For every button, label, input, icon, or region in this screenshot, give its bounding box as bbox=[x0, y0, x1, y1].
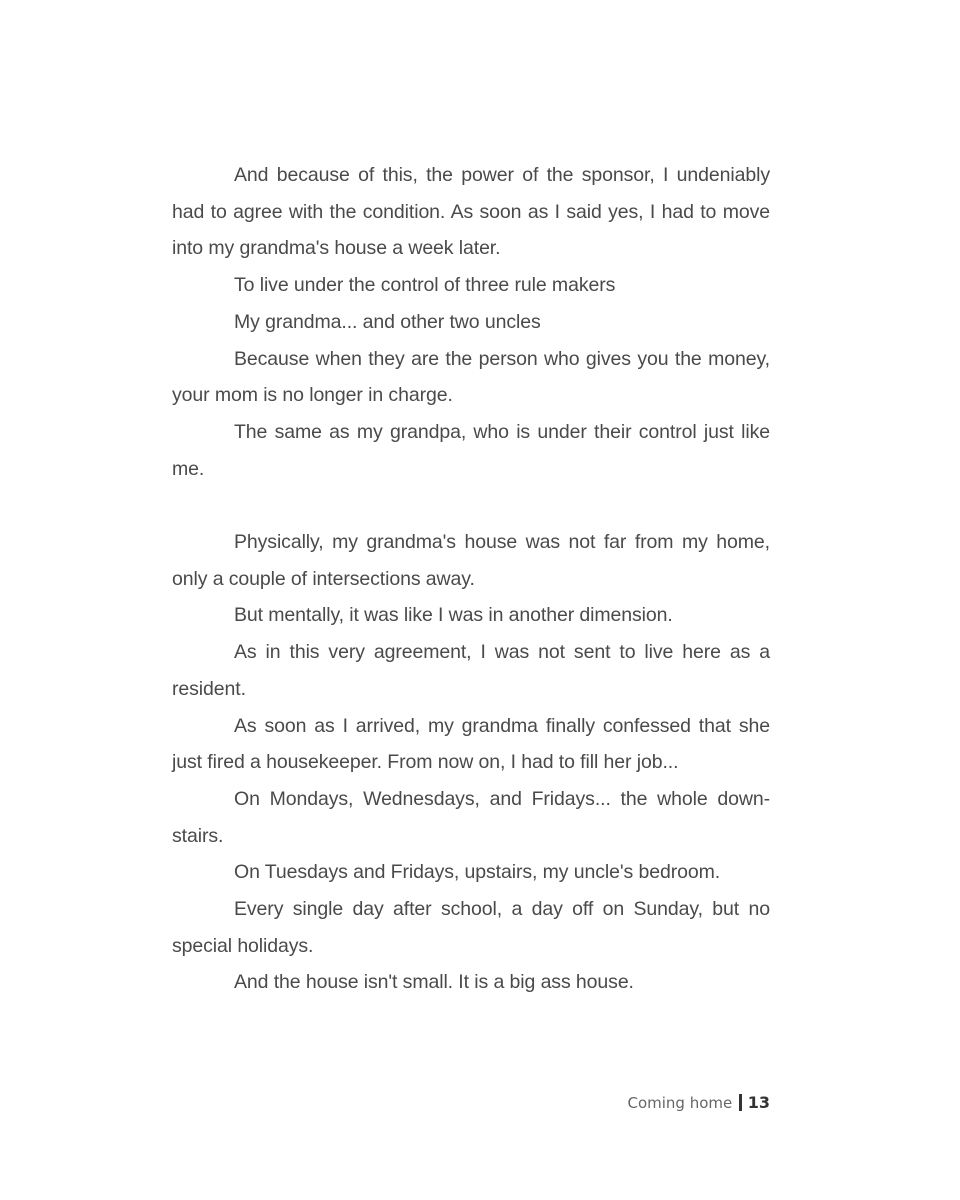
paragraph: On Tuesdays and Fridays, upstairs, my uncle's bedroom. bbox=[234, 861, 721, 884]
paragraph: Physically, my grandma's house was not far from my home, only a couple of intersections away. bbox=[172, 531, 770, 590]
paragraph: On Mondays, Wednesdays, and Fridays... the whole down-stairs. bbox=[172, 787, 770, 847]
paragraph: The same as my grandpa, who is under their control just like me. bbox=[172, 420, 770, 480]
paragraph: My grandma... and other two uncles bbox=[234, 310, 541, 333]
paragraph: As soon as I arrived, my grandma finally confessed that she just fired a housekeeper. From now on, I had to fill her job... bbox=[172, 714, 770, 774]
footer-divider bbox=[739, 1094, 742, 1111]
section-break bbox=[172, 487, 770, 524]
page-footer bbox=[560, 1093, 770, 1112]
body-text bbox=[172, 157, 770, 1001]
paragraph: Every single day after school, a day off on Sunday, but no special holidays. bbox=[172, 898, 770, 957]
paragraph: To live under the control of three rule makers bbox=[234, 274, 616, 297]
paragraph: Because when they are the person who gives you the money, your mom is no longer in charge. bbox=[172, 347, 770, 407]
paragraph: And the house isn't small. It is a big ass house. bbox=[234, 971, 634, 994]
paragraph: And because of this, the power of the sponsor, I undeniably had to agree with the condition. As soon as I said yes, I had to move into my grandma's house a week later. bbox=[172, 164, 770, 260]
running-title: Coming home bbox=[627, 1094, 733, 1112]
paragraph: As in this very agreement, I was not sent to live here as a resident. bbox=[172, 641, 770, 700]
page-number: 13 bbox=[747, 1093, 770, 1112]
paragraph: But mentally, it was like I was in another dimension. bbox=[234, 604, 673, 627]
